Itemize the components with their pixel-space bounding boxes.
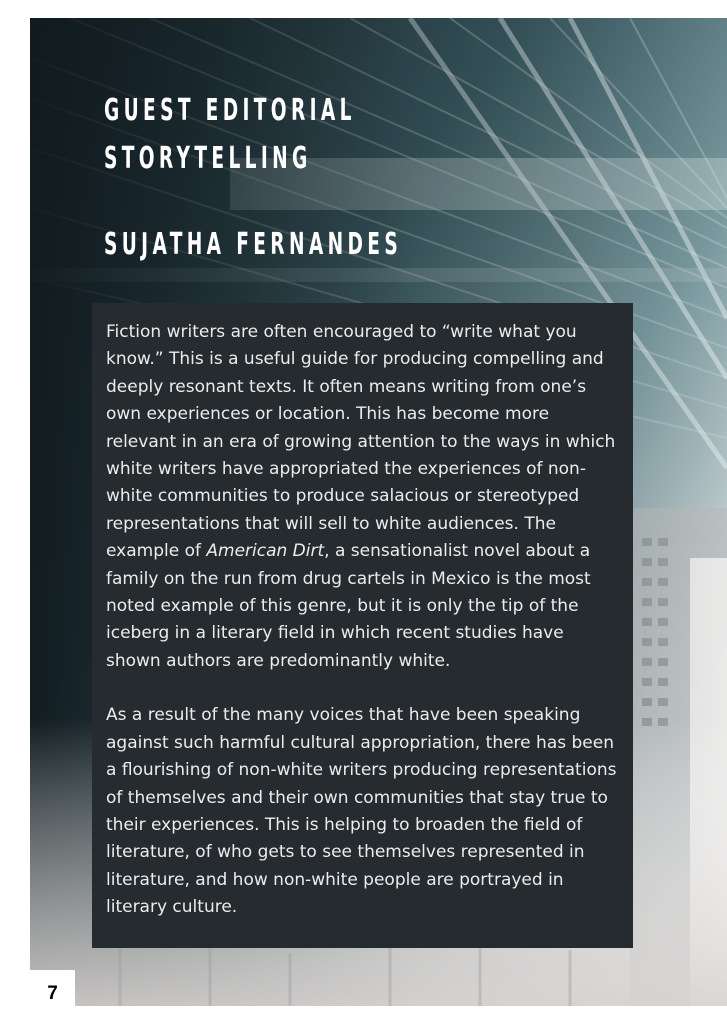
page-number: 7 bbox=[30, 970, 75, 1006]
paragraph-1-text-start: Fiction writers are often encouraged to “write what you know.” This is a useful guide for producing compelling and deeply resonant texts. It often means writing from one’s own experiences or location. This has become more relevant in an era of growing attention to the ways in which white writers have appropriated the experiences of non-white communities to produce salacious or stereotyped representations that will sell to white audiences. The example of bbox=[106, 322, 616, 562]
article-title: STORYTELLING bbox=[104, 141, 312, 176]
paragraph-1-text-end: , a sensationalist novel about a family on the run from drug cartels in Mexico is the most noted example of this genre, but it is only the tip of the iceberg in a literary field in which recent studies have shown authors are predominantly white. bbox=[106, 541, 591, 671]
article-text-box bbox=[92, 303, 633, 948]
article-paragraph-1 bbox=[106, 319, 623, 675]
section-label: GUEST EDITORIAL bbox=[104, 93, 356, 128]
author-name: SUJATHA FERNANDES bbox=[104, 227, 403, 262]
paragraph-spacer bbox=[106, 675, 623, 702]
article-paragraph-2: As a result of the many voices that have been speaking against such harmful cultural appropriation, there has been a flourishing of non-white writers producing representations of themselves and their own communities that stay true to their experiences. This is helping to broaden the field of literature, of who gets to see themselves represented in literature, and how non-white people are portrayed in literary culture. bbox=[106, 705, 617, 918]
magazine-page bbox=[30, 18, 727, 1006]
book-title-italic: American Dirt bbox=[206, 541, 325, 562]
